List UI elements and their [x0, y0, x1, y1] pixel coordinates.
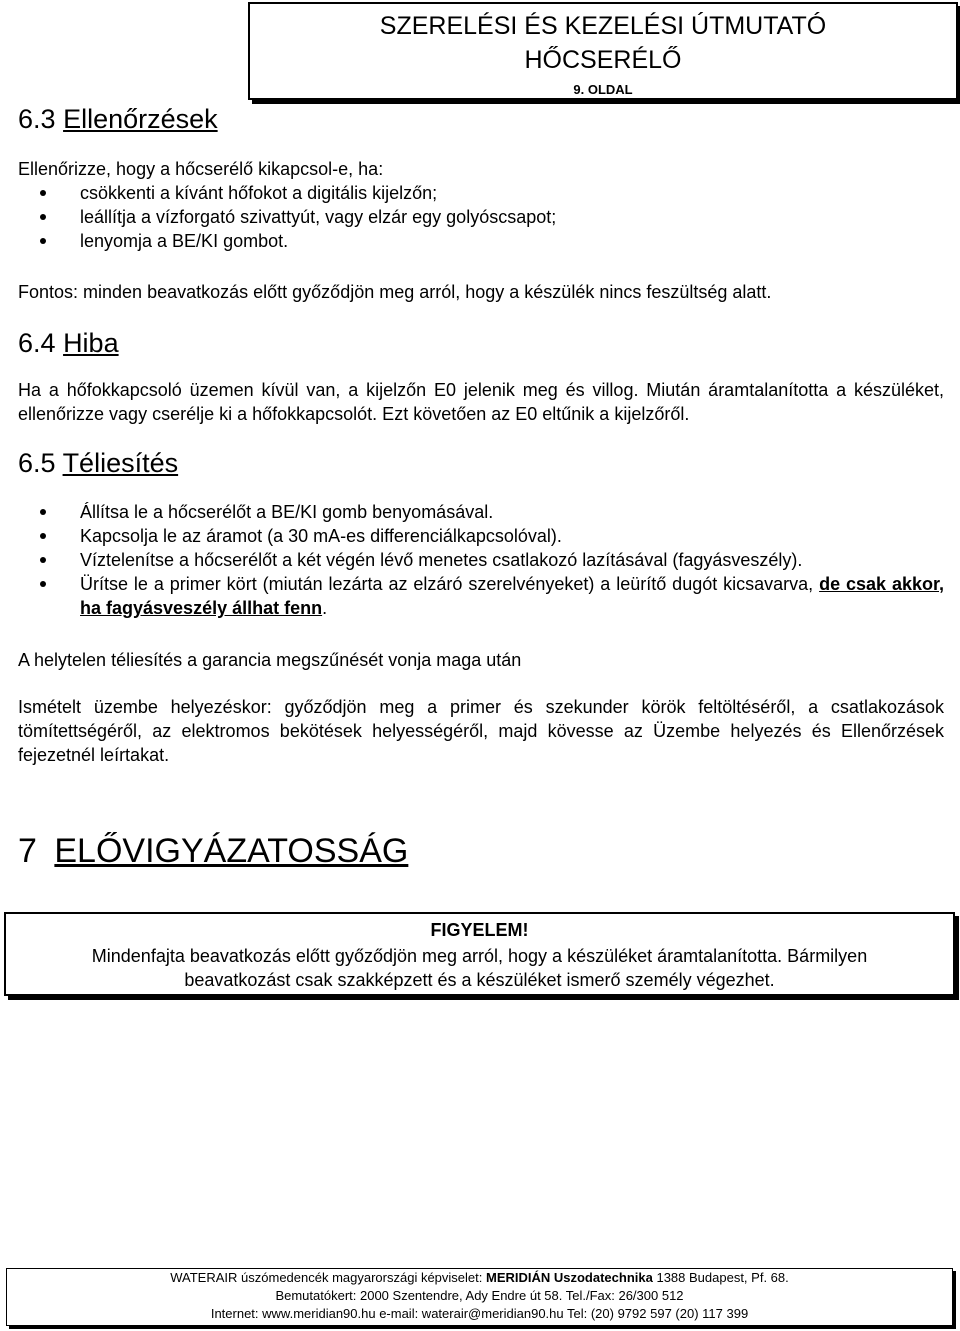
caution-text: [6, 944, 953, 992]
section-title: Ellenőrzések: [63, 104, 218, 134]
section-6-5-list: [18, 500, 944, 620]
document-footer: [6, 1268, 953, 1326]
footer-line: [7, 1269, 952, 1287]
section-title: ELŐVIGYÁZATOSSÁG: [54, 832, 409, 870]
warranty-warning: A helytelen téliesítés a garancia megszűnését vonja maga után: [18, 650, 522, 670]
section-number: 6.5: [18, 448, 56, 478]
important-note: Fontos: minden beavatkozás előtt győződjön meg arról, hogy a készülék nincs feszültség alatt.: [18, 282, 772, 302]
section-title: Téliesítés: [62, 448, 179, 478]
caution-line: Mindenfajta beavatkozás előtt győződjön meg arról, hogy a készüléket áramtalanította. Bármilyen: [91, 946, 868, 966]
footer-text: 1388 Budapest, Pf. 68.: [652, 1270, 789, 1285]
list-item-text-end: .: [322, 598, 328, 618]
page-number: 9. OLDAL: [573, 82, 633, 97]
footer-text: WATERAIR úszómedencék magyarországi képviselet:: [170, 1270, 486, 1285]
list-item: leállítja a vízforgató szivattyút, vagy elzár egy golyóscsapot;: [18, 205, 948, 229]
restart-instructions: Ismételt üzembe helyezéskor: győződjön meg a primer és szekunder körök feltöltéséről, a csatlakozások tömítettségéről, az elektromos bekötések helyességéről, majd kövesse az Üzembe helyezés és Ellenőrzések fejezetnél leírtakat.: [18, 697, 944, 765]
list-item: Víztelenítse a hőcserélőt a két végén lévő menetes csatlakozó lazításával (fagyásveszély).: [18, 548, 944, 572]
section-6-4-heading: [18, 328, 119, 359]
list-item-text: Ürítse le a primer kört (miután lezárta az elzáró szerelvényeket) a leürítő dugót kicsavarva,: [80, 574, 820, 594]
section-7-heading: [18, 832, 408, 871]
section-number: 6.4: [18, 328, 56, 358]
emphasis-text: de csak akkor, ha fagyásveszély állhat fenn: [80, 574, 944, 618]
list-item: [18, 572, 944, 620]
section-6-3-list: [18, 181, 948, 253]
footer-line: Bemutatókert: 2000 Szentendre, Ady Endre út 58. Tel./Fax: 26/300 512: [275, 1288, 684, 1303]
list-item: lenyomja a BE/KI gombot.: [18, 229, 948, 253]
list-item: Kapcsolja le az áramot (a 30 mA-es differenciálkapcsolóval).: [18, 524, 944, 548]
company-name: MERIDIÁN Uszodatechnika: [485, 1270, 653, 1285]
caution-title: FIGYELEM!: [430, 920, 529, 940]
section-6-4-text: Ha a hőfokkapcsoló üzemen kívül van, a kijelzőn E0 jelenik meg és villog. Miután áramtalanította a készüléket, ellenőrizze vagy cserélje ki a hőfokkapcsolót. Ezt követően az E0 eltűnik a kijelzőről.: [18, 380, 944, 424]
section-number: 7: [18, 832, 37, 870]
document-subtitle: HŐCSERÉLŐ: [524, 46, 682, 74]
section-number: 6.3: [18, 104, 56, 134]
section-6-3-intro: Ellenőrizze, hogy a hőcserélő kikapcsol-e, ha:: [18, 159, 384, 179]
document-title: SZERELÉSI ÉS KEZELÉSI ÚTMUTATÓ: [379, 12, 827, 40]
list-item: Állítsa le a hőcserélőt a BE/KI gomb benyomásával.: [18, 500, 944, 524]
section-6-3-heading: [18, 104, 218, 135]
section-6-5-heading: [18, 448, 178, 479]
list-item: csökkenti a kívánt hőfokot a digitális kijelzőn;: [18, 181, 948, 205]
footer-line: Internet: www.meridian90.hu e-mail: waterair@meridian90.hu Tel: (20) 9792 597 (20) 117 399: [210, 1306, 749, 1321]
caution-box: [4, 912, 955, 996]
document-header: [248, 2, 958, 100]
section-title: Hiba: [63, 328, 119, 358]
caution-line: beavatkozást csak szakképzett és a készüléket ismerő személy végezhet.: [184, 970, 775, 990]
